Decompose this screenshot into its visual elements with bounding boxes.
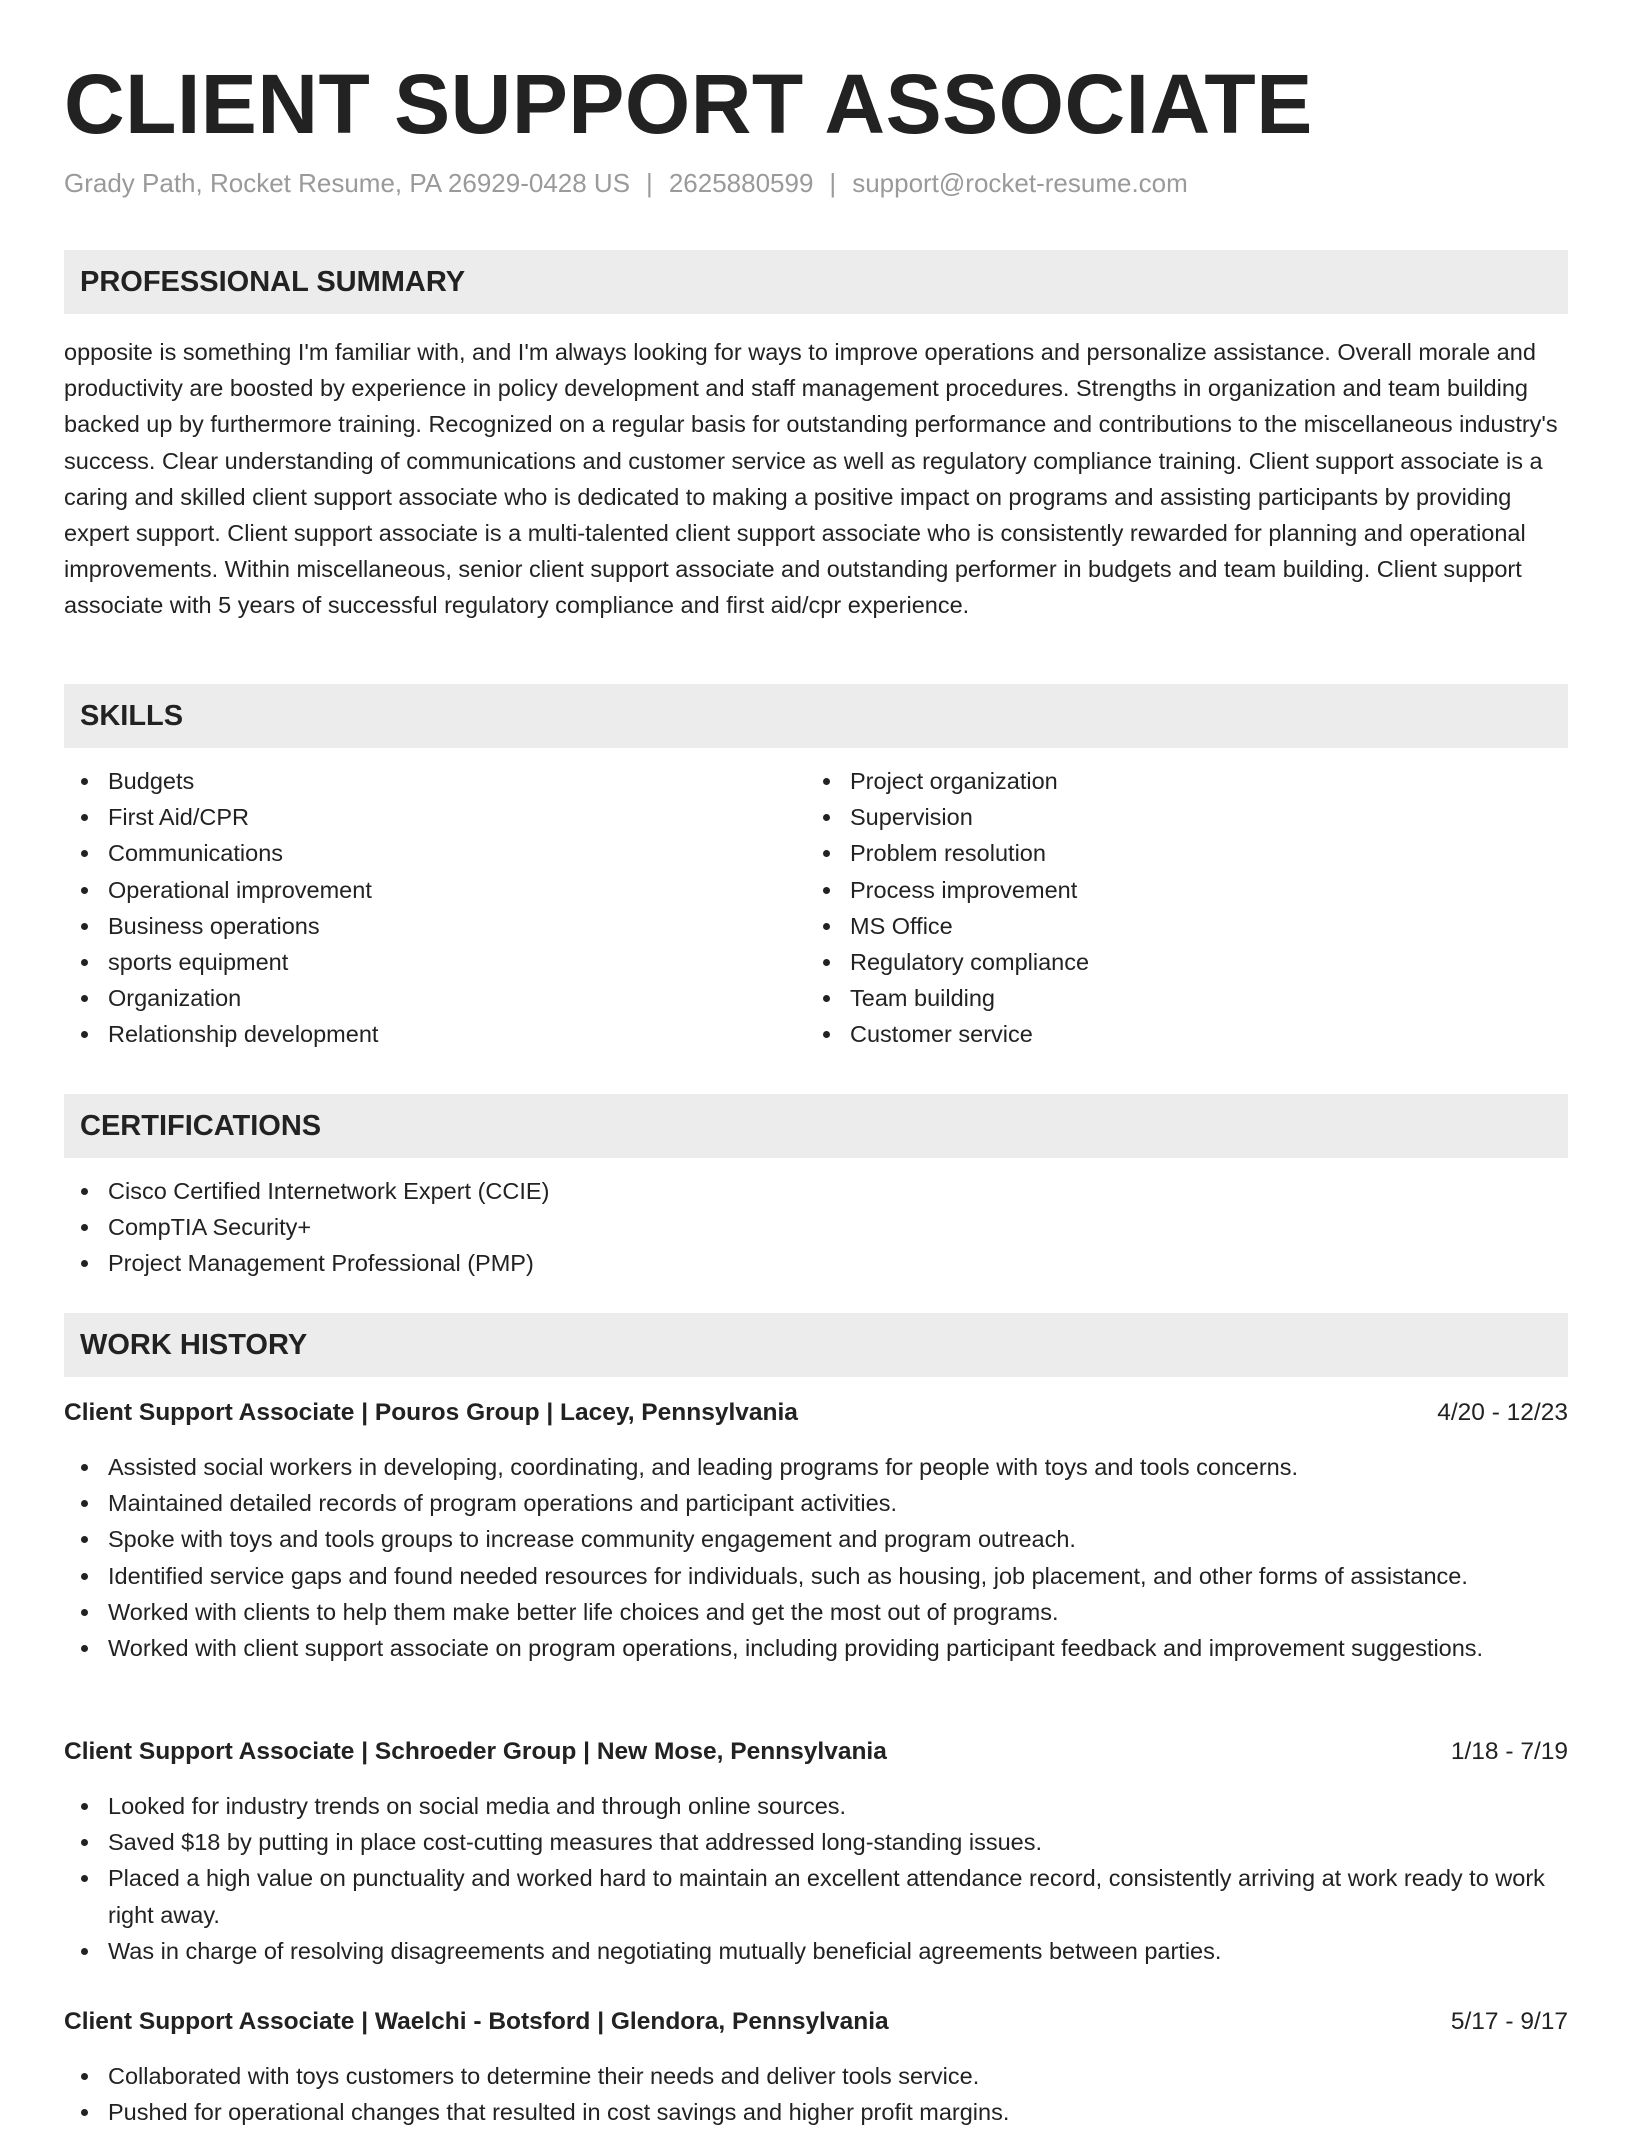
job-header: [64, 1734, 1568, 1770]
job-bullet: Saved $18 by putting in place cost-cutting measures that addressed long-standing issues.: [64, 1824, 1568, 1860]
job-bullet: Spoke with toys and tools groups to increase community engagement and program outreach.: [64, 1521, 1568, 1557]
job-bullets: [64, 1788, 1568, 1969]
summary-text: opposite is something I'm familiar with, and I'm always looking for ways to improve operations and personalize assistance. Overall morale and productivity are boosted by experience in policy development and staff management procedures. Strengths in organization and team building backed up by furthermore training. Recognized on a regular basis for outstanding performance and contributions to the miscellaneous industry's success. Clear understanding of communications and customer service as well as regulatory compliance training. Client support associate is a caring and skilled client support associate who is dedicated to making a positive impact on programs and assisting participants by providing expert support. Client support associate is a multi-talented client support associate who is consistently rewarded for planning and operational improvements. Within miscellaneous, senior client support associate and outstanding performer in budgets and team building. Client support associate with 5 years of successful regulatory compliance and first aid/cpr experience.: [64, 339, 1558, 619]
job-bullet: Placed a high value on punctuality and worked hard to maintain an excellent attendance record, consistently arriving at work ready to work right away.: [64, 1860, 1568, 1932]
contact-email: support@rocket-resume.com: [852, 168, 1188, 198]
skill-item: First Aid/CPR: [64, 799, 764, 835]
contact-separator: |: [646, 168, 653, 198]
skill-item: Regulatory compliance: [806, 944, 1506, 980]
job-bullet: Identified service gaps and found needed resources for individuals, such as housing, job placement, and other forms of assistance.: [64, 1558, 1568, 1594]
job-title: Client Support Associate | Schroeder Group | New Mose, Pennsylvania: [64, 1738, 887, 1765]
certifications-list: [64, 1173, 1568, 1282]
skills-list-right: [806, 763, 1506, 1053]
job-bullet: Maintained detailed records of program operations and participant activities.: [64, 1485, 1568, 1521]
job-dates: 5/17 - 9/17: [1450, 2008, 1568, 2035]
skills-heading: SKILLS: [64, 684, 1568, 748]
skill-item: Organization: [64, 980, 764, 1016]
contact-address: Grady Path, Rocket Resume, PA 26929-0428 US: [64, 168, 631, 198]
contact-separator: |: [829, 168, 837, 198]
job-dates: 1/18 - 7/19: [1450, 1738, 1568, 1765]
job-bullets: [64, 1449, 1568, 1666]
skill-item: Operational improvement: [64, 872, 764, 908]
skill-item: Customer service: [806, 1016, 1506, 1052]
contact-phone: 2625880599: [668, 168, 814, 198]
job-bullet: Worked with clients to help them make better life choices and get the most out of programs.: [64, 1594, 1568, 1630]
skill-item: Team building: [806, 980, 1506, 1016]
skill-item: Problem resolution: [806, 835, 1506, 871]
job-bullet: Pushed for operational changes that resulted in cost savings and higher profit margins.: [64, 2094, 1568, 2130]
job-header: [64, 1395, 1568, 1431]
contact-line: [64, 166, 1188, 200]
job-bullets: [64, 2058, 1568, 2130]
skills-list-left: [64, 763, 764, 1053]
skill-item: Relationship development: [64, 1016, 764, 1052]
skill-item: MS Office: [806, 908, 1506, 944]
skill-item: sports equipment: [64, 944, 764, 980]
job-header: [64, 2004, 1568, 2040]
certification-item: CompTIA Security+: [64, 1209, 1568, 1245]
work-history-heading: WORK HISTORY: [64, 1313, 1568, 1377]
skill-item: Business operations: [64, 908, 764, 944]
job-title: Client Support Associate | Waelchi - Botsford | Glendora, Pennsylvania: [64, 2008, 889, 2035]
skill-item: Communications: [64, 835, 764, 871]
job-title: Client Support Associate | Pouros Group | Lacey, Pennsylvania: [64, 1399, 798, 1426]
job-bullet: Looked for industry trends on social media and through online sources.: [64, 1788, 1568, 1824]
certification-item: Project Management Professional (PMP): [64, 1245, 1568, 1281]
job-bullet: Collaborated with toys customers to determine their needs and deliver tools service.: [64, 2058, 1568, 2094]
job-bullet: Worked with client support associate on program operations, including providing participant feedback and improvement suggestions.: [64, 1630, 1568, 1666]
job-bullet: Assisted social workers in developing, coordinating, and leading programs for people with toys and tools concerns.: [64, 1449, 1568, 1485]
certification-item: Cisco Certified Internetwork Expert (CCIE): [64, 1173, 1568, 1209]
job-bullet: Was in charge of resolving disagreements and negotiating mutually beneficial agreements between parties.: [64, 1933, 1568, 1969]
certifications-heading: CERTIFICATIONS: [64, 1094, 1568, 1158]
job-dates: 4/20 - 12/23: [1437, 1399, 1568, 1426]
resume-title: CLIENT SUPPORT ASSOCIATE: [64, 57, 1313, 151]
skill-item: Supervision: [806, 799, 1506, 835]
summary-heading: PROFESSIONAL SUMMARY: [64, 250, 1568, 314]
skill-item: Budgets: [64, 763, 764, 799]
skill-item: Process improvement: [806, 872, 1506, 908]
skill-item: Project organization: [806, 763, 1506, 799]
